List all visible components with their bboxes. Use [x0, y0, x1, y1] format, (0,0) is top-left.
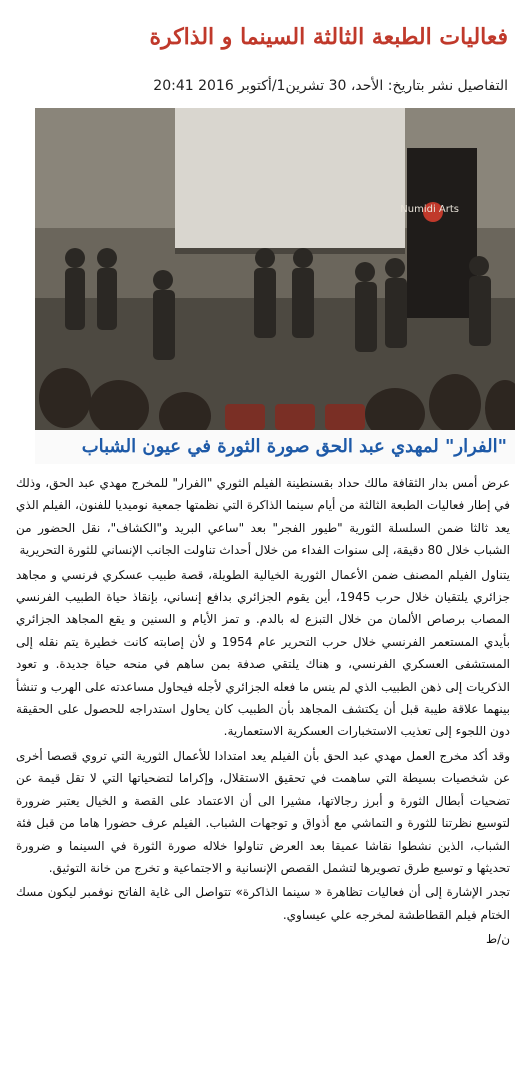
- article-title: فعاليات الطبعة الثالثة السينما و الذاكرة: [149, 24, 508, 50]
- event-photo-illustration: [35, 108, 515, 430]
- article-paragraph-3: وقد أكد مخرج العمل مهدي عبد الحق بأن الفيلم يعد امتدادا للأعمال الثورية التي تروي قصصا أخرى عن شخصيات بسيطة التي ساهمت في تحقيق الاستقلال، وإكراما لتضحياتها التي لا تقل قيمة عن تضحيات أبطال الثورة و أبرز رجالاتها، مشيرا الى أن الاعتماد على القصة و الخيال يعتبر ضرورة لتوسيع نظرتنا للثورة و التماشي مع أذواق و توجهات الشباب. الفيلم عرف حضورا هاما من قبل فئة الشباب، الذين نشطوا نقاشا عميقا بعد العرض تناولوا خلاله صورة الثورة في السينما و ضرورة تحديثها و توسيع طرق تصويرها لتشمل القصص الإنسانية و الاجتماعية و تخرج من خانة التوثيق.: [16, 748, 510, 875]
- article-photo: [35, 108, 515, 430]
- article-paragraph-2: يتناول الفيلم المصنف ضمن الأعمال الثورية الخيالية الطويلة، قصة طبيب عسكري فرنسي و مجاهد جزائري يلتقيان خلال حرب 1945، أين يقوم الجزائري بدافع إنساني، بإنقاذ حياة الطبيب الفرنسي المصاب برصاص الألمان من خلال التبزع له بالدم. و تمز الأيام و السنين و يقع المجاهد الجزائري بأيدي المستعمر الفرنسي خلال حرب التحرير عام 1954 و لأن إصابته كانت خطيرة يتم نقله إلى المستشفى العسكري الفرنسي، و هناك يلتقي صدفة بمن ساهم في منحه حياة جديدة. و تعود الذكريات إلى ذهن الطبيب الذي لم ينس ما فعله الجزائري لأجله فيحاول مساعدته على الهرب و تنشأ بينهما علاقة طيبة قبل أن يكتشف المجاهد بأن الطبيب كان يحاول استدراجه للحصول على الحقيقة دون اللجوء إلى تعذيب الاستخبارات العسكرية الاستعمارية.: [16, 567, 510, 739]
- photo-caption-banner: "الفرار" لمهدي عبد الحق صورة الثورة في عيون الشباب: [35, 430, 515, 464]
- article-paragraph-4: تجدر الإشارة إلى أن فعاليات تظاهرة « سينما الذاكرة» تتواصل الى غاية الفاتح نوفمبر ليكون مسك الختام فيلم القطاطشة لمخرجه علي عيساوي.: [16, 885, 510, 922]
- article-paragraph-1: عرض أمس بدار الثقافة مالك حداد بقسنطينة الفيلم الثوري "الفرار" للمخرج مهدي عبد الحق، وذلك في إطار فعاليات الطبعة الثالثة من أيام سينما الذاكرة التي نظمتها جمعية نوميديا للفنون، الفيلم الذي يعد ثالثا ضمن السلسلة الثورية "طيور الفجر" بعد "ساعي البريد و"الكشاف"، نقل الحضور من الشباب خلال 80 دقيقة، إلى سنوات الفداء من خلال أحداث تناولت الجانب الإنساني للثورة التحريرية: [16, 476, 510, 558]
- meta-date: الأحد، 30 تشرين1/أكتوبر 2016 20:41: [153, 78, 384, 94]
- article-signature: ن/ط: [486, 932, 510, 947]
- article-body: [16, 472, 510, 953]
- article-meta: [18, 76, 508, 96]
- meta-label: التفاصيل نشر بتاريخ:: [387, 78, 508, 94]
- banner-logo-text: Numidi Arts: [400, 204, 459, 215]
